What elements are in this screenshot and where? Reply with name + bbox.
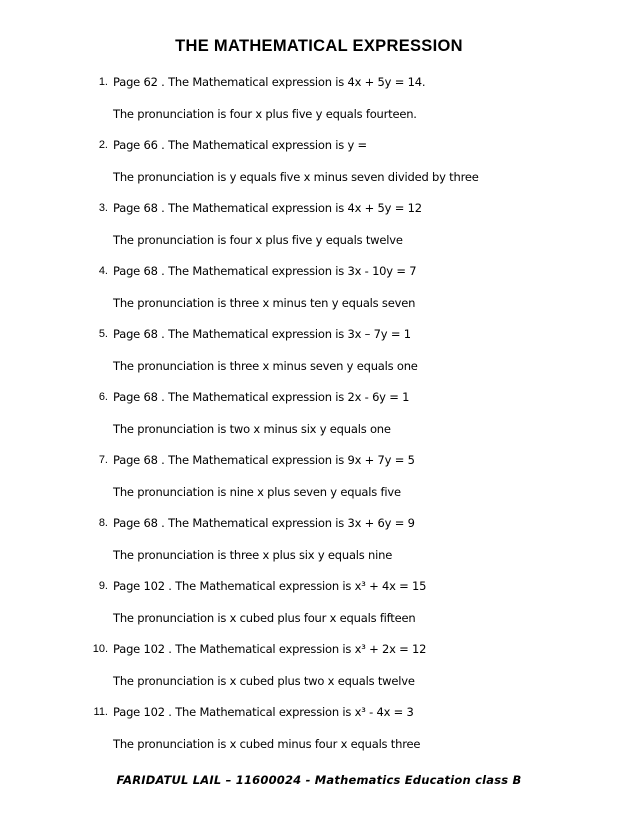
- item-number: 8.: [98, 517, 108, 529]
- item-number: 4.: [98, 265, 108, 277]
- expression-text: Page 68 . The Mathematical expression is 3x + 6y = 9: [113, 516, 415, 530]
- list-item: [0, 700, 638, 763]
- pronunciation-text: The pronunciation is three x plus six y equals nine: [113, 548, 393, 562]
- list-item: [0, 637, 638, 700]
- list-item: [0, 448, 638, 511]
- item-number: 6.: [98, 391, 108, 403]
- item-number: 11.: [93, 706, 108, 718]
- list-item: [0, 511, 638, 574]
- item-number: 1.: [98, 76, 108, 88]
- list-item: [0, 322, 638, 385]
- pronunciation-text: The pronunciation is four x plus five y equals twelve: [113, 233, 403, 247]
- pronunciation-text: The pronunciation is three x minus ten y equals seven: [113, 296, 416, 310]
- author-footer: FARIDATUL LAIL – 11600024 - Mathematics Education class B: [116, 773, 522, 787]
- expression-text: Page 68 . The Mathematical expression is 9x + 7y = 5: [113, 453, 415, 467]
- list-item: [0, 385, 638, 448]
- pronunciation-text: The pronunciation is three x minus seven y equals one: [113, 359, 418, 373]
- list-item: [0, 259, 638, 322]
- list-item: [0, 196, 638, 259]
- item-number: 3.: [98, 202, 108, 214]
- item-number: 9.: [98, 580, 108, 592]
- list-item: [0, 133, 638, 196]
- pronunciation-text: The pronunciation is x cubed plus four x equals fifteen: [113, 611, 416, 625]
- expression-text: Page 68 . The Mathematical expression is 3x - 10y = 7: [113, 264, 417, 278]
- pronunciation-text: The pronunciation is four x plus five y equals fourteen.: [113, 107, 417, 121]
- expression-text: Page 68 . The Mathematical expression is 2x - 6y = 1: [113, 390, 410, 404]
- item-number: 2.: [98, 139, 108, 151]
- expression-list: [0, 70, 638, 763]
- pronunciation-text: The pronunciation is x cubed minus four x equals three: [113, 737, 421, 751]
- pronunciation-text: The pronunciation is two x minus six y equals one: [113, 422, 391, 436]
- item-number: 10.: [92, 643, 108, 655]
- item-number: 5.: [98, 328, 108, 340]
- pronunciation-text: The pronunciation is nine x plus seven y equals five: [113, 485, 401, 499]
- expression-text: Page 62 . The Mathematical expression is 4x + 5y = 14.: [113, 75, 426, 89]
- pronunciation-text: The pronunciation is y equals five x minus seven divided by three: [113, 170, 479, 184]
- expression-text: Page 102 . The Mathematical expression is x³ + 4x = 15: [113, 579, 427, 593]
- expression-text: Page 68 . The Mathematical expression is 3x – 7y = 1: [113, 327, 411, 341]
- expression-text: Page 102 . The Mathematical expression is x³ - 4x = 3: [113, 705, 414, 719]
- document-title: THE MATHEMATICAL EXPRESSION: [175, 37, 463, 55]
- item-number: 7.: [98, 454, 108, 466]
- expression-text: Page 66 . The Mathematical expression is y =: [113, 138, 367, 152]
- pronunciation-text: The pronunciation is x cubed plus two x equals twelve: [113, 674, 415, 688]
- list-item: [0, 70, 638, 133]
- expression-text: Page 102 . The Mathematical expression is x³ + 2x = 12: [113, 642, 427, 656]
- expression-text: Page 68 . The Mathematical expression is 4x + 5y = 12: [113, 201, 422, 215]
- list-item: [0, 574, 638, 637]
